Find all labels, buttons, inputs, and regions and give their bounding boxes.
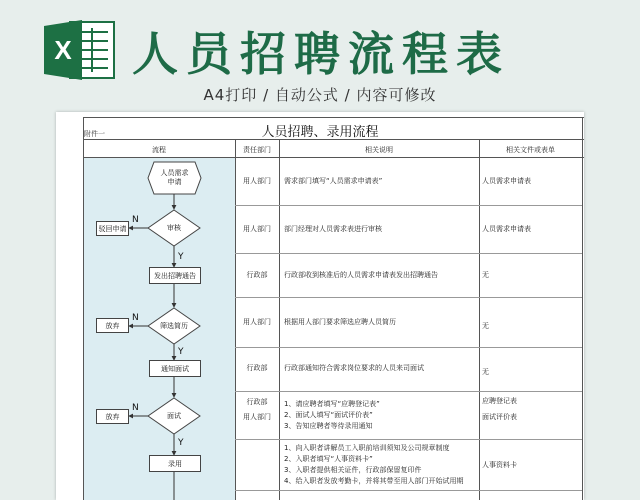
row7-desc-1: 1、向入职者讲解员工入职前培训须知及公司规章制度 [284, 444, 450, 452]
row7-desc-2: 2、入职者填写“人事资料卡” [284, 455, 373, 463]
header-flow: 流程 [152, 146, 166, 154]
header-desc: 相关说明 [365, 146, 393, 154]
flow-invite: 通知面试 [149, 360, 201, 377]
flow-reject: 驳回申请 [96, 221, 129, 236]
label-n-2: N [132, 313, 139, 323]
header-dept: 责任部门 [243, 146, 271, 154]
row2-desc: 部门经理对人员需求表进行审核 [284, 225, 382, 233]
row4-doc: 无 [482, 322, 489, 330]
flow-review: 审核 [167, 224, 181, 232]
row6-dept-2: 用人部门 [243, 413, 271, 421]
excel-icon [42, 16, 116, 84]
row5-desc: 行政部通知符合需求岗位要求的人员来司面试 [284, 364, 424, 372]
page-title: 人员招聘流程表 [132, 27, 510, 81]
page-subtitle: A4打印 / 自动公式 / 内容可修改 [203, 86, 437, 104]
row6-desc-3: 3、告知应聘者等待录用通知 [284, 422, 373, 430]
row1-dept: 用人部门 [243, 177, 271, 185]
spreadsheet-sheet [56, 112, 584, 500]
row1-doc: 人员需求申请表 [482, 177, 531, 185]
flow-connectors [56, 112, 584, 500]
row3-desc: 行政部收到核准后的人员需求申请表发出招聘通告 [284, 271, 438, 279]
row6-doc-1: 应聘登记表 [482, 397, 517, 405]
annex-label: 附件一 [84, 130, 105, 138]
row1-desc: 需求部门填写“人员需求申请表” [284, 177, 383, 185]
row7-desc-4: 4、给入职者发放考勤卡，并将其带至用人部门开始试用期 [284, 477, 464, 485]
row4-dept: 用人部门 [243, 318, 271, 326]
banner [0, 0, 640, 112]
row6-dept-1: 行政部 [246, 398, 268, 406]
flow-hire: 录用 [149, 455, 201, 472]
row7-doc: 人事资料卡 [482, 461, 517, 469]
flow-drop-1: 放弃 [96, 318, 129, 333]
flow-notice: 发出招聘通告 [149, 267, 201, 284]
row2-doc: 人员需求申请表 [482, 225, 531, 233]
row5-doc: 无 [482, 368, 489, 376]
flow-screen: 筛选简历 [160, 322, 188, 330]
row2-dept: 用人部门 [243, 225, 271, 233]
label-n-3: N [132, 403, 139, 413]
row5-dept: 行政部 [246, 364, 268, 372]
row3-dept: 行政部 [246, 271, 268, 279]
row6-doc-2: 面试评价表 [482, 413, 517, 421]
label-y-2: Y [178, 347, 184, 357]
label-y-3: Y [178, 438, 184, 448]
row3-doc: 无 [482, 271, 489, 279]
flow-interview: 面试 [167, 412, 181, 420]
sheet-title: 人员招聘、录用流程 [261, 125, 379, 140]
svg-text:X: X [54, 35, 72, 65]
header-docs: 相关文件或表单 [506, 146, 555, 154]
label-n-1: N [132, 215, 139, 225]
label-y-1: Y [178, 252, 184, 262]
flow-drop-2: 放弃 [96, 409, 129, 424]
row6-desc-2: 2、面试人填写“面试评价表” [284, 411, 373, 419]
row4-desc: 根据用人部门要求筛选应聘人员简历 [284, 318, 396, 326]
flow-start: 人员需求 申请 [160, 169, 189, 186]
row6-desc-1: 1、请应聘者填写“应聘登记表” [284, 400, 380, 408]
row7-desc-3: 3、入职者提供相关证件，行政部保留复印件 [284, 466, 422, 474]
